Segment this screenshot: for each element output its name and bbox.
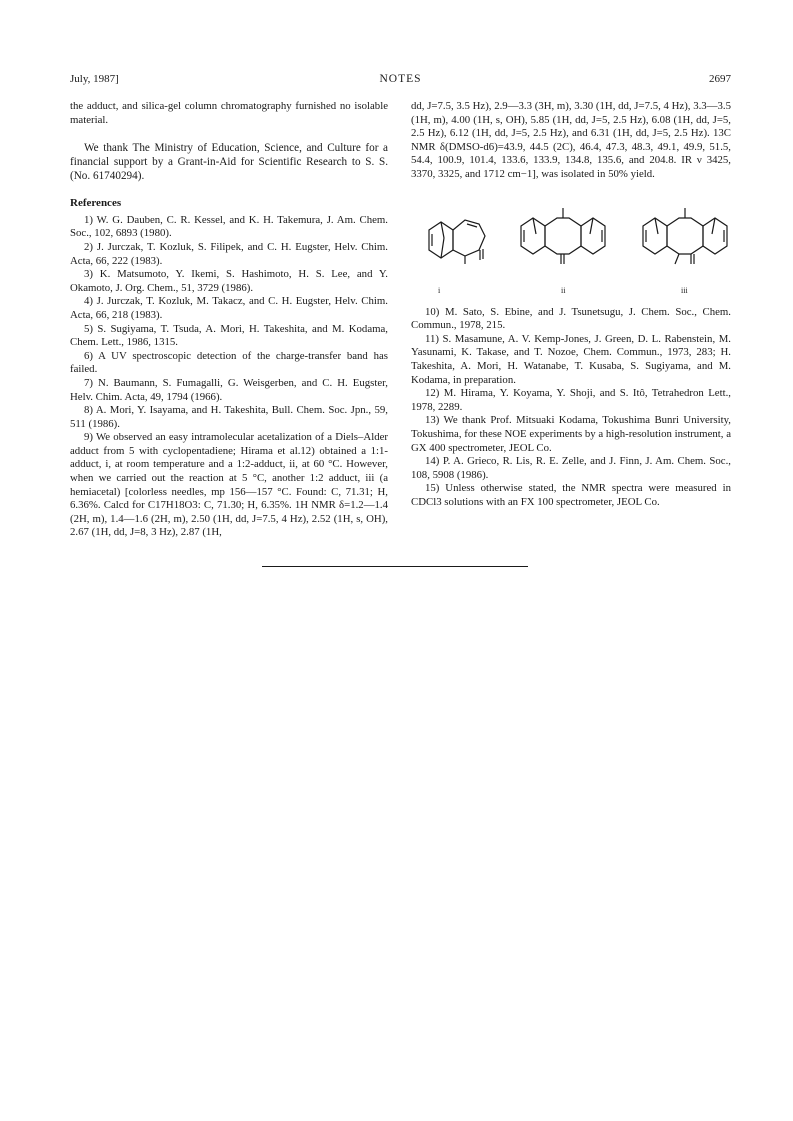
structure-label-ii: ii — [561, 285, 566, 295]
reference-15: 15) Unless otherwise stated, the NMR spectra were measured in CDCl3 solutions with an FX 100 spectrometer, JEOL Co. — [411, 482, 731, 508]
structures-figure — [411, 194, 731, 298]
left-column — [70, 100, 388, 540]
reference-11: 11) S. Masamune, A. V. Kemp-Jones, J. Green, D. L. Rabenstein, M. Yasunami, K. Takase, and T. Nozoe, Chem. Commun., 1973, 283; H. Takeshita, A. Mori, H. Watanabe, T. Kusaba, S. Sugiyama, and M. Kodama, in preparation. — [411, 332, 731, 386]
reference-7: 7) N. Baumann, S. Fumagalli, G. Weisgerben, and C. H. Eugster, Helv. Chim. Acta, 49, 1794 (1966). — [70, 376, 388, 403]
reference-1: 1) W. G. Dauben, C. R. Kessel, and K. H. Takemura, J. Am. Chem. Soc., 102, 6893 (1980). — [70, 213, 388, 240]
reference-2: 2) J. Jurczak, T. Kozluk, S. Filipek, and C. H. Eugster, Helv. Chim. Acta, 66, 222 (1983). — [70, 240, 388, 267]
reference-14: 14) P. A. Grieco, R. Lis, R. E. Zelle, and J. Finn, J. Am. Chem. Soc., 108, 5908 (1986). — [411, 455, 731, 481]
acknowledgment: We thank The Ministry of Education, Science, and Culture for a financial support by a Grant-in-Aid for Scientific Research to S. S. (No. 61740294). — [70, 142, 388, 183]
reference-5: 5) S. Sugiyama, T. Tsuda, A. Mori, H. Takeshita, and M. Kodama, Chem. Lett., 1986, 1315. — [70, 322, 388, 349]
structure-ii — [521, 208, 605, 264]
reference-3: 3) K. Matsumoto, Y. Ikemi, S. Hashimoto, H. S. Lee, and Y. Okamoto, J. Org. Chem., 51, 3729 (1986). — [70, 268, 388, 294]
structure-label-i: i — [438, 285, 441, 295]
reference-13: 13) We thank Prof. Mitsuaki Kodama, Tokushima Bunri University, Tokushima, for these NOE experiments by a high-resolution instrument, a GX 400 spectrometer, JEOL Co. — [411, 414, 731, 454]
reference-12: 12) M. Hirama, Y. Koyama, Y. Shoji, and S. Itô, Tetrahedron Lett., 1978, 2289. — [411, 387, 731, 413]
continued-reference-9: dd, J=7.5, 3.5 Hz), 2.9—3.3 (3H, m), 3.30 (1H, dd, J=7.5, 4 Hz), 3.3—3.5 (1H, m), 4.00 (1H, s, OH), 5.85 (1H, dd, J=5, 2.5 Hz), 6.08 (1H, dd, J=5, 2.5 Hz), 6.12 (1H, dd, J=5, 2.5 Hz), and 6.31 (1H, dd, J=5, 2.5 Hz). 13C NMR δ(DMSO-d6)=43.9, 44.5 (2C), 46.4, 47.3, 48.3, 49.1, 49.9, 51.5, 54.4, 100.9, 101.4, 133.6, 133.9, 134.8, 135.6, and 204.8. IR ν 3425, 3370, 3325, and 1712 cm−1], was isolated in 50% yield. — [411, 100, 731, 180]
references-heading: References — [70, 197, 122, 210]
reference-6: 6) A UV spectroscopic detection of the charge-transfer band has failed. — [70, 349, 388, 376]
continued-paragraph: the adduct, and silica-gel column chromatography furnished no isolable material. — [70, 100, 388, 126]
page-number: 2697 — [709, 73, 731, 85]
issue-date: July, 1987] — [70, 73, 119, 85]
reference-4: 4) J. Jurczak, T. Kozluk, M. Takacz, and C. H. Eugster, Helv. Chim. Acta, 66, 218 (1983). — [70, 295, 388, 321]
chemical-structures — [411, 194, 731, 298]
reference-8: 8) A. Mori, Y. Isayama, and H. Takeshita, Bull. Chem. Soc. Jpn., 59, 511 (1986). — [70, 404, 388, 430]
structure-iii — [643, 208, 727, 264]
running-head — [70, 73, 731, 89]
section-title: NOTES — [379, 73, 422, 85]
structure-i — [429, 220, 485, 264]
right-column — [411, 100, 731, 509]
reference-9: 9) We observed an easy intramolecular acetalization of a Diels–Alder adduct from 5 with cyclopentadiene; Hirama et al.12) obtained a 1:1-adduct, i, at room temperature and a 1:2-adduct, ii, at 60 °C. However, when we carried out the reaction at 5 °C, another 1:2 adduct, iii (a hemiacetal) [colorless needles, mp 156—157 °C. Found: C, 71.31; H, 6.36%. Calcd for C17H18O3: C, 71.30; H, 6.35%. 1H NMR δ=1.2—1.4 (2H, m), 1.4—1.6 (2H, m), 2.50 (1H, dd, J=7.5, 4 Hz), 2.52 (1H, s, OH), 2.67 (1H, dd, J=8, 3 Hz), 2.87 (1H, — [70, 431, 388, 539]
structure-label-iii: iii — [681, 285, 688, 295]
reference-10: 10) M. Sato, S. Ebine, and J. Tsunetsugu, J. Chem. Soc., Chem. Commun., 1978, 215. — [411, 305, 731, 332]
end-rule — [262, 566, 528, 567]
